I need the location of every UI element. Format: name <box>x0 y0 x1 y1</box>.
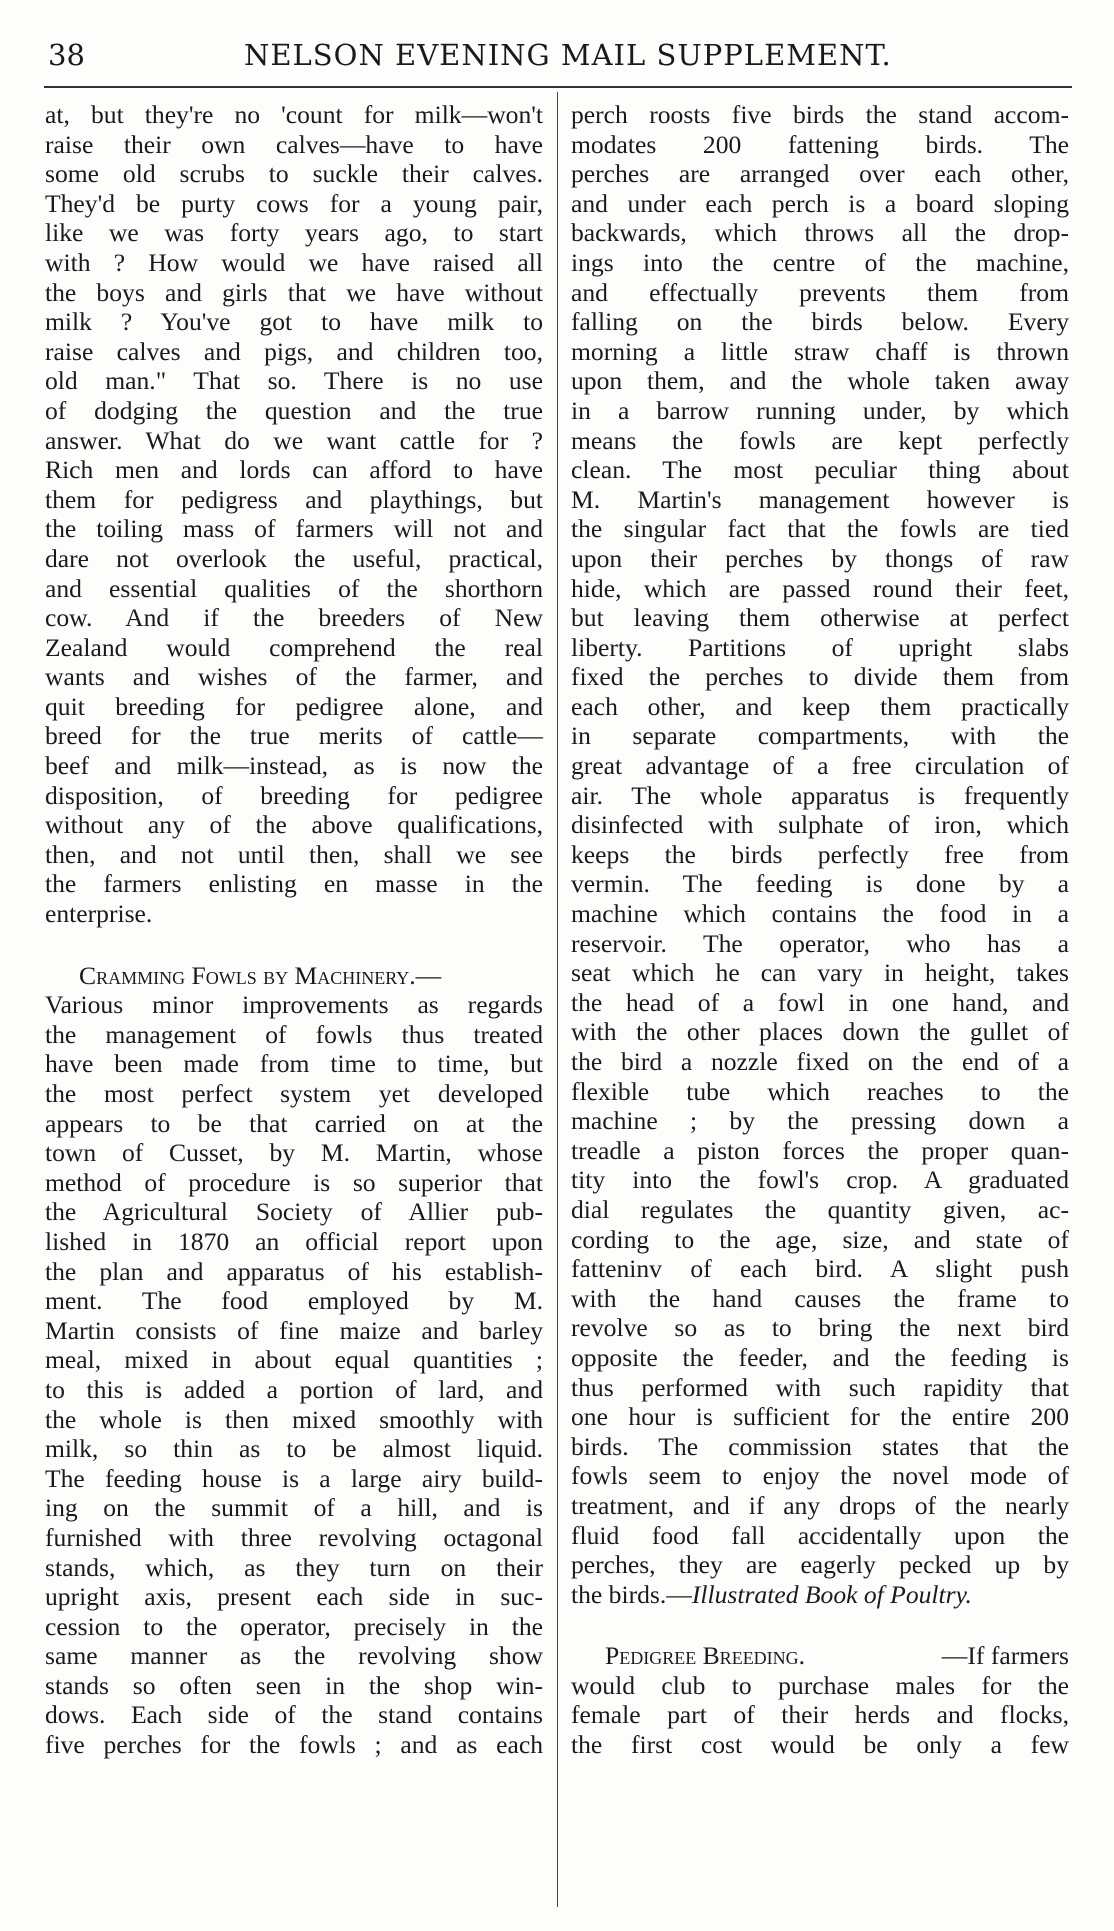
text-line: and essential qualities of the shorthorn <box>45 573 543 603</box>
text-line: each other, and keep them practically <box>571 691 1069 721</box>
text-line: lished in 1870 an official report upon <box>45 1226 543 1256</box>
text-line: machine ; by the pressing down a <box>571 1106 1069 1136</box>
text-line: ing on the summit of a hill, and is <box>45 1493 543 1523</box>
text-line: at, but they're no 'count for milk—won't <box>45 100 543 129</box>
text-line: the bird a nozzle fixed on the end of a <box>571 1047 1069 1076</box>
text-line: treadle a piston forces the proper quan- <box>571 1135 1069 1165</box>
text-line: and under each perch is a board sloping <box>571 188 1069 218</box>
text-line: the management of fowls thus treated <box>45 1019 543 1049</box>
text-line: with the other places down the gullet of <box>571 1017 1069 1047</box>
text-line: clean. The most peculiar thing about <box>571 455 1069 485</box>
text-line: modates 200 fattening birds. The <box>571 129 1069 159</box>
text-line: hide, which are passed round their feet, <box>571 573 1069 603</box>
text-line: some old scrubs to suckle their calves. <box>45 159 543 189</box>
text-line: but leaving them otherwise at perfect <box>571 603 1069 633</box>
text-line: upon them, and the whole taken away <box>571 366 1069 396</box>
text-line: revolve so as to bring the next bird <box>571 1313 1069 1343</box>
text-line: morning a little straw chaff is thrown <box>571 336 1069 366</box>
text-line: ment. The food employed by M. <box>45 1286 543 1316</box>
text-line: with the hand causes the frame to <box>571 1283 1069 1313</box>
text-line: breed for the true merits of cattle— <box>45 721 543 751</box>
paragraph-gap <box>45 929 543 961</box>
text-line: the farmers enlisting en masse in the <box>45 869 543 899</box>
text-line: reservoir. The operator, who has a <box>571 928 1069 958</box>
text-line: cow. And if the breeders of New <box>45 603 543 633</box>
text-line: dial regulates the quantity given, ac- <box>571 1194 1069 1224</box>
text-line: then, and not until then, shall we see <box>45 839 543 869</box>
text-line: ings into the centre of the machine, <box>571 247 1069 277</box>
text-line: fluid food fall accidentally upon the <box>571 1520 1069 1550</box>
text-line: disposition, of breeding for pedigree <box>45 780 543 810</box>
heading-continuation: —If farmers <box>941 1641 1069 1671</box>
text-line: Rich men and lords can afford to have <box>45 455 543 485</box>
text-line: cession to the operator, precisely in the <box>45 1611 543 1641</box>
text-line: The feeding house is a large airy build- <box>45 1463 543 1493</box>
text-line: furnished with three revolving octagonal <box>45 1522 543 1552</box>
text-line: seat which he can vary in height, takes <box>571 958 1069 988</box>
text-line: means the fowls are kept perfectly <box>571 425 1069 455</box>
text-line: They'd be purty cows for a young pair, <box>45 188 543 218</box>
page-number: 38 <box>48 38 85 72</box>
text-line: liberty. Partitions of upright slabs <box>571 632 1069 662</box>
text-line: the Agricultural Society of Allier pub- <box>45 1197 543 1227</box>
text-line: one hour is sufficient for the entire 200 <box>571 1402 1069 1432</box>
text-line: them for pedigress and playthings, but <box>45 484 543 514</box>
left-column <box>45 100 543 1760</box>
text-line: falling on the birds below. Every <box>571 307 1069 337</box>
text-line: air. The whole apparatus is frequently <box>571 780 1069 810</box>
text-line: great advantage of a free circulation of <box>571 751 1069 781</box>
text-line: in a barrow running under, by which <box>571 395 1069 425</box>
text-line: like we was forty years ago, to start <box>45 218 543 248</box>
text-line: Zealand would comprehend the real <box>45 632 543 662</box>
text-line: perch roosts five birds the stand accom- <box>571 100 1069 129</box>
paragraph-gap <box>571 1609 1069 1641</box>
text-line: the toiling mass of farmers will not and <box>45 514 543 544</box>
text-line: fatteninv of each bird. A slight push <box>571 1254 1069 1284</box>
text-line: female part of their herds and flocks, <box>571 1700 1069 1730</box>
text-line: flexible tube which reaches to the <box>571 1076 1069 1106</box>
text-line: in separate compartments, with the <box>571 721 1069 751</box>
text-line: have been made from time to time, but <box>45 1049 543 1079</box>
text-line: enterprise. <box>45 899 153 929</box>
text-line: answer. What do we want cattle for ? <box>45 425 543 455</box>
text-line: the singular fact that the fowls are tied <box>571 514 1069 544</box>
text-line: fowls seem to enjoy the novel mode of <box>571 1461 1069 1491</box>
text-line: quit breeding for pedigree alone, and <box>45 691 543 721</box>
text-line: Martin consists of fine maize and barley <box>45 1315 543 1345</box>
text-line: method of procedure is so superior that <box>45 1167 543 1197</box>
text-line: machine which contains the food in a <box>571 899 1069 929</box>
text-line: opposite the feeder, and the feeding is <box>571 1342 1069 1372</box>
article-heading: Cramming Fowls by Machinery.— <box>79 960 442 990</box>
text-line: the boys and girls that we have without <box>45 277 543 307</box>
header-rule <box>44 86 1072 88</box>
text-line: of dodging the question and the true <box>45 395 543 425</box>
text-line: upright axis, present each side in suc- <box>45 1582 543 1612</box>
text-line: would club to purchase males for the <box>571 1670 1069 1700</box>
column-divider <box>557 92 558 1907</box>
source-credit-line <box>571 1580 1069 1610</box>
text-line: town of Cusset, by M. Martin, whose <box>45 1138 543 1168</box>
text-line: the first cost would be only a few <box>571 1730 1069 1760</box>
text-line: raise their own calves—have to have <box>45 129 543 159</box>
text-line: the plan and apparatus of his establish- <box>45 1256 543 1286</box>
text-line: appears to be that carried on at the <box>45 1108 543 1138</box>
text-line: meal, mixed in about equal quantities ; <box>45 1345 543 1375</box>
text-line: the whole is then mixed smoothly with <box>45 1404 543 1434</box>
text-line: milk, so thin as to be almost liquid. <box>45 1434 543 1464</box>
text-line: perches are arranged over each other, <box>571 159 1069 189</box>
text-line: backwards, which throws all the drop- <box>571 218 1069 248</box>
text-line: perches, they are eagerly pecked up by <box>571 1550 1069 1580</box>
text-line: treatment, and if any drops of the nearly <box>571 1490 1069 1520</box>
text-line: Various minor improvements as regards <box>45 990 543 1020</box>
text-line: M. Martin's management however is <box>571 484 1069 514</box>
text-line: five perches for the fowls ; and as each <box>45 1730 543 1760</box>
text-line: birds. The commission states that the <box>571 1431 1069 1461</box>
text-line: tity into the fowl's crop. A graduated <box>571 1165 1069 1195</box>
text-line: raise calves and pigs, and children too, <box>45 336 543 366</box>
text-line: stands, which, as they turn on their <box>45 1552 543 1582</box>
text-line: vermin. The feeding is done by a <box>571 869 1069 899</box>
right-column <box>571 100 1069 1760</box>
article-heading-line <box>571 1641 1069 1671</box>
text-line: same manner as the revolving show <box>45 1641 543 1671</box>
text-line: the head of a fowl in one hand, and <box>571 987 1069 1017</box>
text-line: upon their perches by thongs of raw <box>571 543 1069 573</box>
article-heading: Pedigree Breeding. <box>605 1641 806 1671</box>
text-line: thus performed with such rapidity that <box>571 1372 1069 1402</box>
text-line: to this is added a portion of lard, and <box>45 1374 543 1404</box>
article-pedigree-breeding <box>571 1641 1069 1759</box>
running-title: NELSON EVENING MAIL SUPPLEMENT. <box>244 38 892 72</box>
article-cramming-fowls <box>45 961 543 1760</box>
text-line: dare not overlook the useful, practical, <box>45 543 543 573</box>
source-title: Illustrated Book of Poultry. <box>691 1579 972 1609</box>
text-line: without any of the above qualifications, <box>45 810 543 840</box>
page-header <box>44 34 1072 80</box>
text-line: dows. Each side of the stand contains <box>45 1700 543 1730</box>
text-line: stands so often seen in the shop win- <box>45 1670 543 1700</box>
text-line: disinfected with sulphate of iron, which <box>571 810 1069 840</box>
text-line: keeps the birds perfectly free from <box>571 839 1069 869</box>
text-line: beef and milk—instead, as is now the <box>45 751 543 781</box>
paragraph-shorthorn <box>45 100 543 929</box>
text-line: old man." That so. There is no use <box>45 366 543 396</box>
text-line: milk ? You've got to have milk to <box>45 307 543 337</box>
text-line: and effectually prevents them from <box>571 277 1069 307</box>
text-line: cording to the age, size, and state of <box>571 1224 1069 1254</box>
article-cramming-fowls-continued <box>571 100 1069 1609</box>
text-line: fixed the perches to divide them from <box>571 662 1069 692</box>
text-line: with ? How would we have raised all <box>45 247 543 277</box>
credit-prefix: the birds.— <box>571 1579 692 1609</box>
text-line: the most perfect system yet developed <box>45 1079 543 1108</box>
text-line: wants and wishes of the farmer, and <box>45 662 543 692</box>
